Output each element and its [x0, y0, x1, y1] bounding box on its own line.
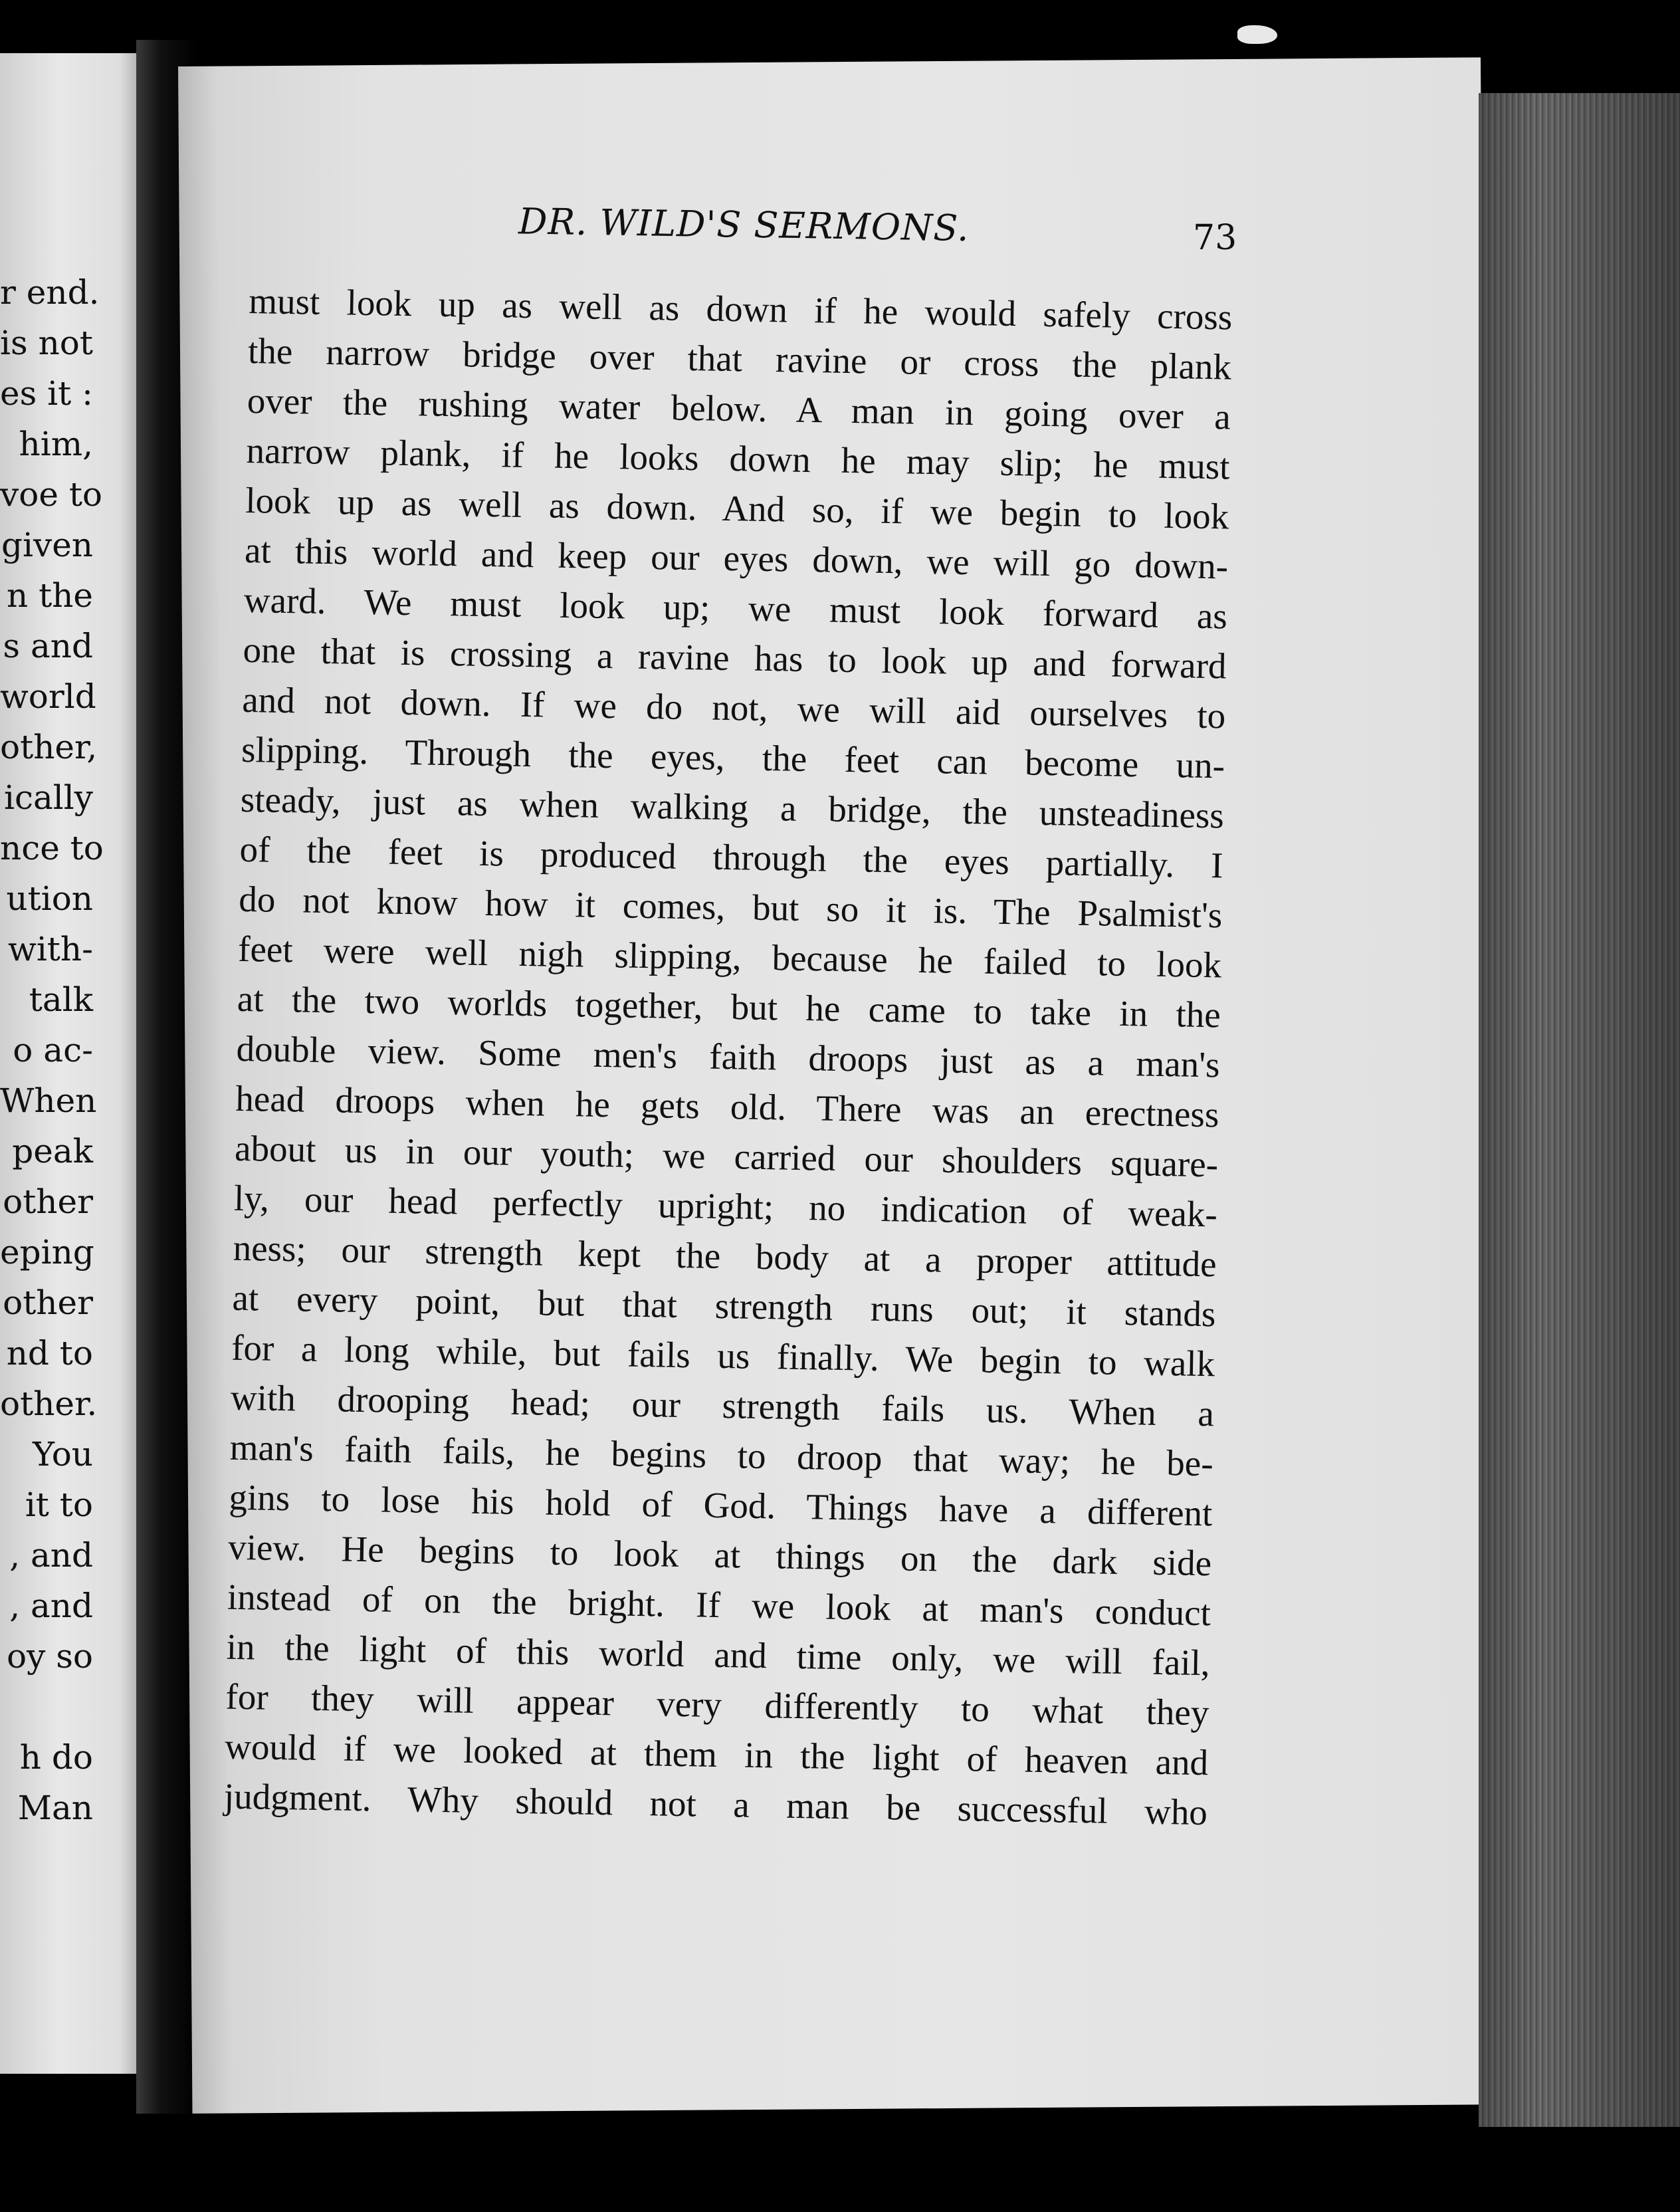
- text-line: ward. We must look up; we must look forward as: [243, 579, 1228, 637]
- facing-page-line-fragment: o ac-: [13, 1031, 93, 1069]
- text-line: would if we looked at them in the light of heaven and: [224, 1725, 1209, 1783]
- facing-page-line-fragment: it to: [25, 1486, 93, 1524]
- scan-speck: [1237, 25, 1277, 44]
- text-line: look up as well as down. And so, if we begin to look: [245, 479, 1229, 537]
- running-head: DR. WILD'S SERMONS.: [518, 200, 970, 250]
- facing-page-line-fragment: s and: [3, 627, 93, 665]
- facing-page-line-fragment: nce to: [0, 829, 104, 867]
- text-line: and not down. If we do not, we will aid ourselves to: [241, 679, 1226, 736]
- text-line: double view. Some men's faith droops just as a man's: [236, 1028, 1221, 1085]
- facing-page-line-fragment: is not: [0, 324, 93, 362]
- facing-page-line-fragment: other,: [0, 728, 98, 766]
- text-line: for they will appear very differently to what they: [225, 1676, 1209, 1733]
- facing-page-line-fragment: , and: [9, 1536, 93, 1575]
- text-line: view. He begins to look at things on the dark side: [227, 1526, 1212, 1584]
- text-line: head droops when he gets old. There was an erectness: [235, 1077, 1219, 1135]
- text-line: ly, our head perfectly upright; no indication of weak-: [233, 1177, 1218, 1235]
- text-line: of the feet is produced through the eyes partially. I: [239, 828, 1224, 886]
- text-line: steady, just as when walking a bridge, the unsteadiness: [240, 778, 1225, 836]
- text-line: slipping. Through the eyes, the feet can become un-: [241, 728, 1225, 786]
- facing-page-line-fragment: eping: [0, 1233, 94, 1272]
- facing-page-left: [0, 53, 150, 2074]
- text-line: gins to lose his hold of God. Things have a different: [229, 1476, 1213, 1534]
- facing-page-line-fragment: with-: [8, 930, 93, 968]
- facing-page-line-fragment: other: [3, 1182, 93, 1221]
- text-line: the narrow bridge over that ravine or cross the plank: [247, 330, 1232, 387]
- facing-page-line-fragment: ution: [6, 879, 93, 918]
- facing-page-line-fragment: other.: [0, 1384, 98, 1423]
- facing-page-line-fragment: him,: [19, 425, 93, 463]
- text-line: feet were well nigh slipping, because he failed to look: [237, 928, 1222, 986]
- text-line: at every point, but that strength runs out; it stands: [232, 1277, 1216, 1335]
- facing-page-line-fragment: talk: [29, 980, 93, 1019]
- facing-page-line-fragment: world: [0, 677, 96, 716]
- text-line: for a long while, but fails us finally. We begin to walk: [231, 1327, 1215, 1384]
- facing-page-line-fragment: voe to: [0, 475, 103, 514]
- facing-page-line-fragment: n the: [7, 576, 93, 615]
- text-line: in the light of this world and time only, we will fail,: [226, 1626, 1211, 1684]
- facing-page-line-fragment: oy so: [6, 1637, 93, 1676]
- text-line: at the two worlds together, but he came to take in the: [237, 978, 1221, 1036]
- facing-page-line-fragment: Man: [17, 1789, 93, 1827]
- text-line: must look up as well as down if he would safely cross: [248, 280, 1233, 338]
- facing-page-line-fragment: nd to: [6, 1334, 93, 1373]
- text-line: man's faith fails, he begins to droop that way; he be-: [229, 1426, 1214, 1484]
- text-line: do not know how it comes, but so it is. The Psalmist's: [238, 878, 1223, 936]
- body-text: [223, 276, 1232, 1837]
- facing-page-line-fragment: r end.: [0, 273, 100, 312]
- facing-page-line-fragment: peak: [12, 1132, 93, 1170]
- text-line: over the rushing water below. A man in going over a: [247, 380, 1231, 437]
- facing-page-line-fragment: You: [33, 1435, 93, 1474]
- facing-page-line-fragment: , and: [9, 1587, 93, 1625]
- facing-page-line-fragment: When: [0, 1081, 97, 1120]
- facing-page-line-fragment: other: [3, 1283, 93, 1322]
- facing-page-line-fragment: given: [1, 526, 93, 564]
- facing-page-line-fragment: h do: [19, 1738, 93, 1777]
- text-line: narrow plank, if he looks down he may slip; he must: [246, 429, 1230, 487]
- text-line: with drooping head; our strength fails us. When a: [230, 1377, 1215, 1434]
- text-line: ness; our strength kept the body at a proper attitude: [233, 1227, 1217, 1285]
- text-line: judgment. Why should not a man be successful who: [223, 1775, 1208, 1833]
- page-edges-shade: [1479, 93, 1680, 2127]
- page-number: 73: [1193, 218, 1237, 258]
- text-line: instead of on the bright. If we look at man's conduct: [227, 1576, 1211, 1634]
- text-line: about us in our youth; we carried our shoulders square-: [234, 1127, 1219, 1185]
- facing-page-line-fragment: es it :: [0, 374, 93, 413]
- text-line: one that is crossing a ravine has to look up and forward: [243, 629, 1227, 687]
- text-line: at this world and keep our eyes down, we will go down-: [244, 529, 1229, 587]
- facing-page-line-fragment: ically: [3, 778, 93, 817]
